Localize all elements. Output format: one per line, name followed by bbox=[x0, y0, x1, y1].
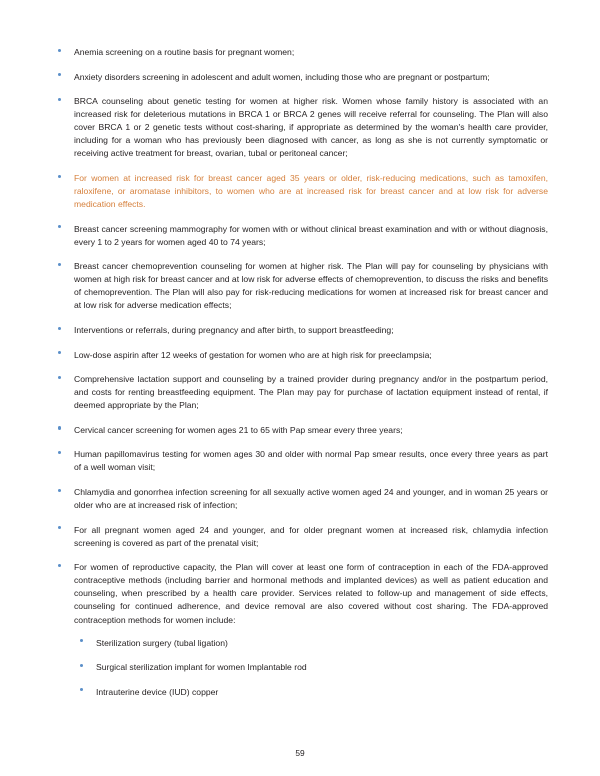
list-item-text: For women of reproductive capacity, the Plan will cover at least one form of contraception in each of the FDA-approved contraceptive methods (including barrier and hormonal methods and implanted devices) as well as patient education and counseling, when prescribed by a health care provider. Services related to follow-up and management of side effects, counseling for continued adherence, and device removal are also covered without cost sharing. The FDA-approved contraception methods for women include: bbox=[74, 562, 548, 625]
bullet-icon bbox=[58, 564, 61, 567]
bullet-icon bbox=[58, 451, 61, 454]
list-item-text: For all pregnant women aged 24 and younger, and for older pregnant women at increased risk, chlamydia infection screening is covered as part of the prenatal visit; bbox=[74, 524, 548, 548]
bullet-icon bbox=[58, 175, 61, 178]
list-item-highlighted bbox=[52, 172, 548, 211]
list-item-text: Human papillomavirus testing for women ages 30 and older with normal Pap smear results, once every three years as part of a well woman visit; bbox=[74, 449, 548, 473]
list-item bbox=[52, 561, 548, 699]
list-item-text: Low-dose aspirin after 12 weeks of gestation for women who are at high risk for preeclampsia; bbox=[74, 349, 432, 360]
list-item-text: Cervical cancer screening for women ages 21 to 65 with Pap smear every three years; bbox=[74, 424, 403, 435]
list-item bbox=[74, 686, 548, 699]
list-item bbox=[74, 661, 548, 674]
list-item-text: Sterilization surgery (tubal ligation) bbox=[96, 637, 228, 648]
list-item-text: For women at increased risk for breast cancer aged 35 years or older, risk-reducing medications, such as tamoxifen, raloxifene, or aromatase inhibitors, to women who are at increased risk for breast cancer and at low risk for adverse medication effects. bbox=[74, 172, 548, 210]
list-item bbox=[52, 486, 548, 512]
list-item-text: Comprehensive lactation support and counseling by a trained provider during pregnancy and/or in the postpartum period, and costs for renting breastfeeding equipment. The Plan may pay for purchase of lactation equipment instead of rental, if deemed appropriate by the Plan; bbox=[74, 374, 548, 411]
bullet-icon bbox=[58, 526, 61, 529]
bullet-icon bbox=[58, 98, 61, 101]
bullet-icon bbox=[58, 225, 61, 228]
bullet-icon bbox=[58, 376, 61, 379]
list-item bbox=[52, 95, 548, 160]
bullet-icon bbox=[58, 49, 61, 52]
list-item-text: BRCA counseling about genetic testing for women at higher risk. Women whose family history is associated with an increased risk for deleterious mutations in BRCA 1 or BRCA 2 genes will receive referral for counseling. The Plan will also cover BRCA 1 or 2 genetic tests without cost-sharing, if appropriate as determined by the woman's health care provider, including for a woman who has previously been diagnosed with cancer, as long as she is not currently symptomatic or receiving active treatment for breast, ovarian, tubal or peritoneal cancer; bbox=[74, 96, 548, 159]
bullet-icon bbox=[58, 263, 61, 266]
bullet-icon bbox=[80, 664, 83, 667]
bullet-icon bbox=[58, 327, 61, 330]
bullet-icon bbox=[80, 688, 83, 691]
bullet-icon bbox=[58, 73, 61, 76]
bullet-icon bbox=[58, 426, 61, 429]
list-item bbox=[52, 424, 548, 437]
bullet-icon bbox=[58, 489, 61, 492]
benefit-list bbox=[52, 46, 548, 699]
list-item-text: Intrauterine device (IUD) copper bbox=[96, 686, 219, 697]
list-item bbox=[52, 373, 548, 412]
list-item bbox=[52, 260, 548, 312]
list-item bbox=[52, 324, 548, 337]
list-item-text: Chlamydia and gonorrhea infection screening for all sexually active women aged 24 and younger, and in woman 25 years or older who are at increased risk of infection; bbox=[74, 487, 548, 511]
list-item-text: Breast cancer screening mammography for women with or without clinical breast examination and with or without diagnosis, every 1 to 2 years for women aged 40 to 74 years; bbox=[74, 223, 548, 247]
list-item bbox=[74, 637, 548, 650]
page-number: 59 bbox=[295, 748, 305, 758]
list-item bbox=[52, 448, 548, 474]
list-item-text: Anxiety disorders screening in adolescent and adult women, including those who are pregnant or postpartum; bbox=[74, 71, 490, 82]
list-item-text: Breast cancer chemoprevention counseling for women at higher risk. The Plan will pay for counseling by physicians with women at high risk for breast cancer and at low risk for adverse effects of chemoprevention, to discuss the risks and benefits of chemoprevention. The Plan will also pay for risk-reducing medications for women at increased risk for breast cancer and at low risk for adverse medication effects; bbox=[74, 261, 548, 311]
list-item bbox=[52, 349, 548, 362]
list-item bbox=[52, 223, 548, 249]
contraception-method-list bbox=[74, 637, 548, 699]
list-item bbox=[52, 524, 548, 550]
list-item bbox=[52, 46, 548, 59]
list-item-text: Interventions or referrals, during pregnancy and after birth, to support breastfeeding; bbox=[74, 325, 394, 335]
list-item bbox=[52, 71, 548, 84]
bullet-icon bbox=[80, 639, 83, 642]
bullet-icon bbox=[58, 351, 61, 354]
list-item-text: Surgical sterilization implant for women Implantable rod bbox=[96, 662, 307, 673]
list-item-text: Anemia screening on a routine basis for pregnant women; bbox=[74, 47, 295, 57]
